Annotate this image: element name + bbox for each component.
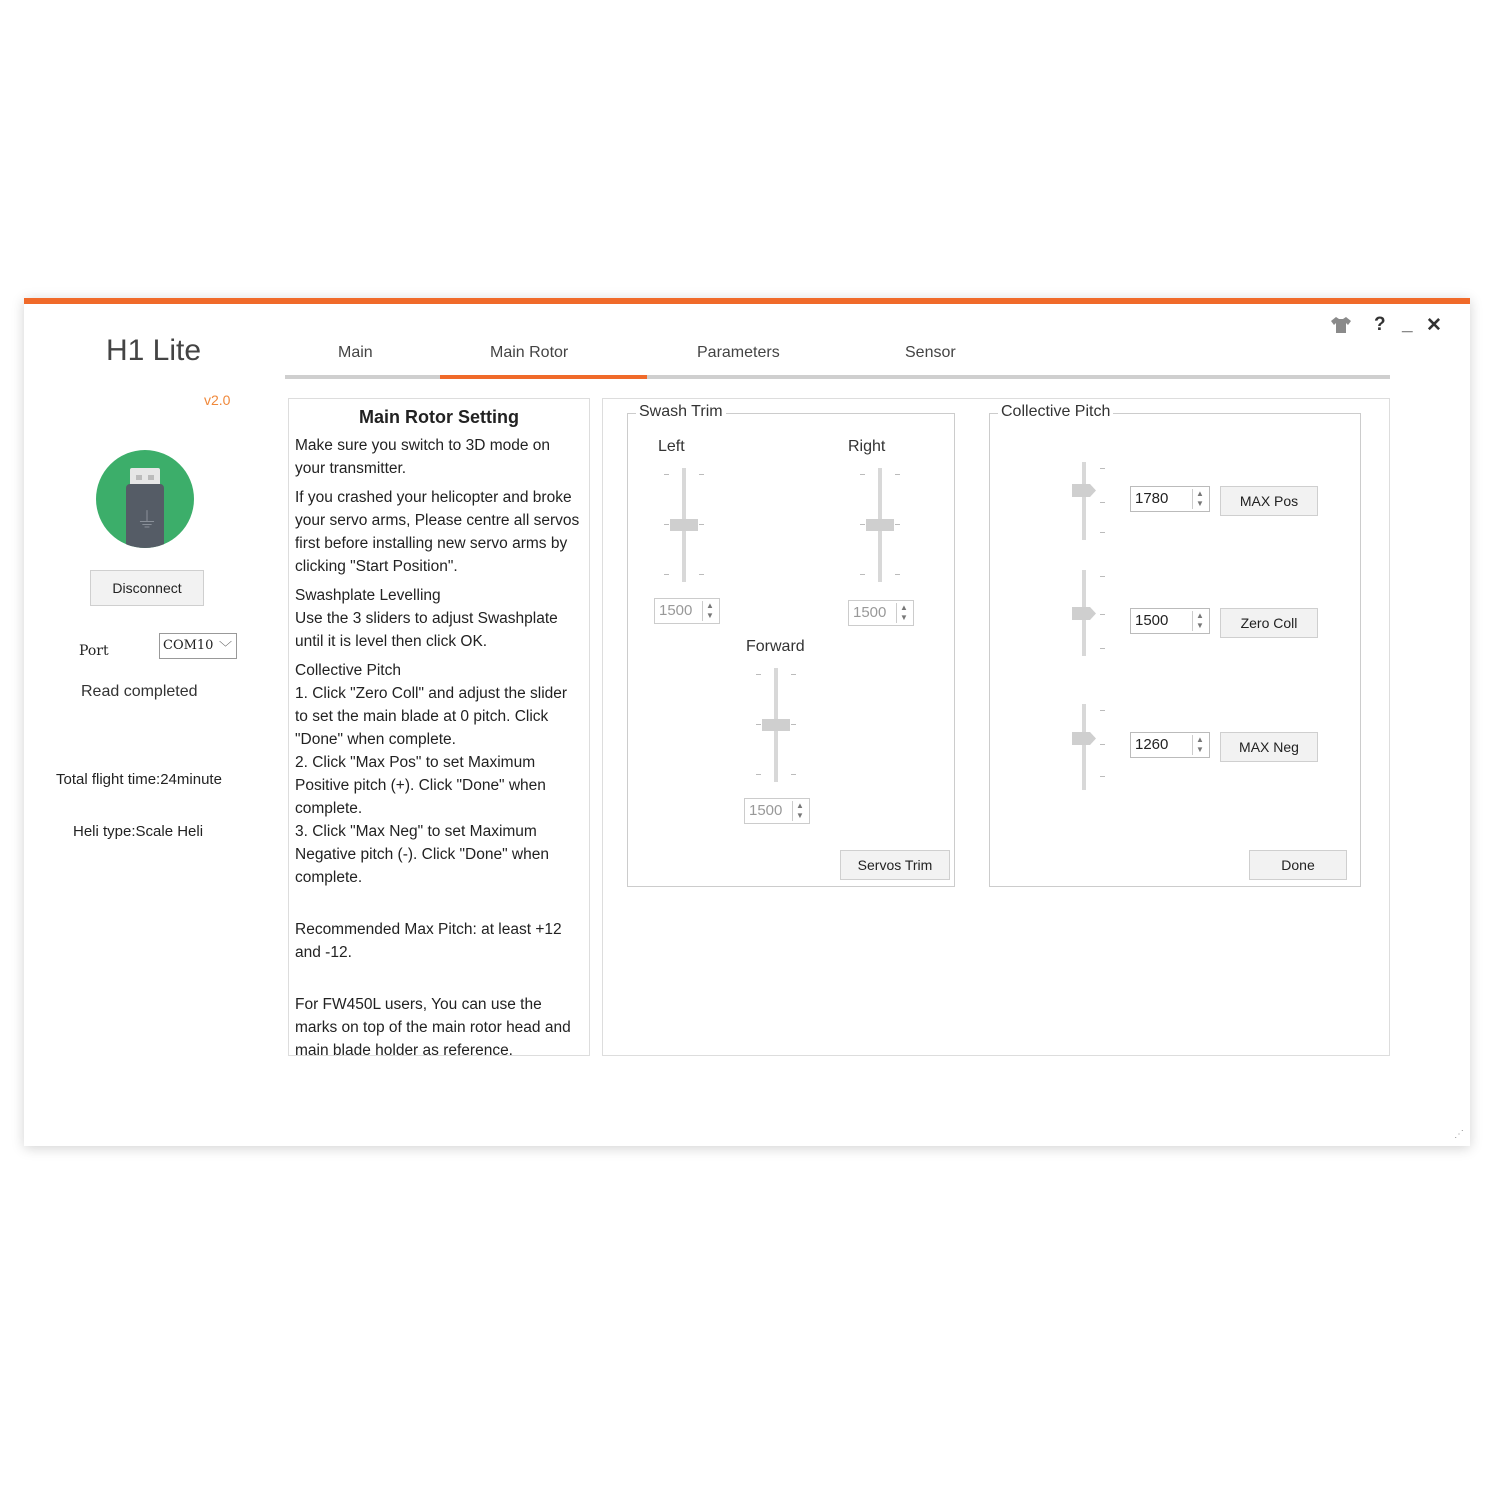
instruction-paragraph: For FW450L users, You can use the marks on top of the main rotor head and main blade holder as reference. [295, 996, 571, 1059]
port-value: COM10 [163, 638, 214, 653]
spin-arrows-icon[interactable]: ▲ ▼ [1192, 489, 1207, 509]
minimize-icon[interactable]: _ [1402, 314, 1413, 335]
zero-coll-value: 1500 [1135, 612, 1169, 629]
skin-shirt-icon[interactable] [1330, 316, 1352, 340]
left-slider[interactable] [664, 468, 704, 582]
spin-arrows-icon[interactable]: ▲ ▼ [1192, 735, 1207, 755]
instruction-paragraph: Swashplate Levelling Use the 3 sliders to adjust Swashplate until it is level then click OK. [295, 587, 558, 650]
right-trim-input[interactable] [848, 600, 914, 626]
port-select[interactable] [159, 633, 237, 659]
left-trim-value: 1500 [659, 602, 693, 619]
close-icon[interactable]: ✕ [1426, 315, 1442, 336]
spin-arrows-icon[interactable]: ▲ ▼ [702, 601, 717, 621]
max-pos-value: 1780 [1135, 490, 1169, 507]
instructions-title: Main Rotor Setting [359, 407, 519, 427]
port-label: Port [79, 643, 109, 659]
max-neg-slider[interactable] [1070, 704, 1110, 790]
forward-slider[interactable] [756, 668, 796, 782]
resize-grip-icon[interactable]: ⋰ [1454, 1129, 1464, 1140]
settings-panel [602, 398, 1390, 1056]
help-icon[interactable]: ? [1374, 314, 1386, 335]
forward-trim-input[interactable] [744, 798, 810, 824]
usb-connection-icon: ⏚ [96, 450, 194, 548]
instructions-panel [288, 398, 590, 1059]
left-label: Left [658, 438, 685, 455]
collective-pitch-title: Collective Pitch [998, 403, 1113, 421]
spin-arrows-icon[interactable]: ▲ ▼ [792, 801, 807, 821]
tab-main-rotor[interactable]: Main Rotor [490, 344, 569, 361]
tab-parameters[interactable]: Parameters [697, 344, 780, 361]
instruction-paragraph: Make sure you switch to 3D mode on your transmitter. [295, 437, 551, 477]
max-pos-input[interactable] [1130, 486, 1210, 512]
total-flight-time: Total flight time:24minute [56, 771, 222, 788]
tab-sensor[interactable]: Sensor [905, 344, 956, 361]
max-pos-slider[interactable] [1070, 462, 1110, 540]
max-neg-value: 1260 [1135, 736, 1169, 753]
tab-main[interactable]: Main [338, 344, 373, 361]
instruction-paragraph: Collective Pitch 1. Click "Zero Coll" and adjust the slider to set the main blade at 0 pitch. Click "Done" when complete. 2. Click "Max Pos" to set Maximum Positive pitch (+). Click "Done" when complete. 3. Click "Max Neg" to set Maximum Negative pitch (-). Click "Done" when complete. [295, 662, 568, 886]
forward-trim-value: 1500 [749, 802, 783, 819]
instruction-paragraph: If you crashed your helicopter and broke your servo arms, Please centre all servos first before installing new servo arms by clicking "Start Position". [295, 489, 580, 575]
swash-trim-title: Swash Trim [636, 403, 726, 421]
right-slider[interactable] [860, 468, 900, 582]
max-neg-button[interactable]: MAX Neg [1220, 732, 1318, 762]
left-trim-input[interactable] [654, 598, 720, 624]
app-window [24, 298, 1470, 1146]
spin-arrows-icon[interactable]: ▲ ▼ [896, 603, 911, 623]
done-button[interactable]: Done [1249, 850, 1347, 880]
right-label: Right [848, 438, 886, 455]
servos-trim-button[interactable]: Servos Trim [840, 850, 950, 880]
disconnect-button[interactable]: Disconnect [90, 570, 204, 606]
collective-pitch-group [989, 403, 1361, 887]
zero-coll-button[interactable]: Zero Coll [1220, 608, 1318, 638]
app-title: H1 Lite [106, 334, 202, 367]
active-tab-indicator [440, 375, 647, 379]
instruction-paragraph: Recommended Max Pitch: at least +12 and -12. [295, 921, 562, 961]
max-pos-button[interactable]: MAX Pos [1220, 486, 1318, 516]
spin-arrows-icon[interactable]: ▲ ▼ [1192, 611, 1207, 631]
connection-status: Read completed [81, 683, 198, 700]
zero-coll-input[interactable] [1130, 608, 1210, 634]
zero-coll-slider[interactable] [1070, 570, 1110, 656]
max-neg-input[interactable] [1130, 732, 1210, 758]
forward-label: Forward [746, 638, 805, 655]
version-label: v2.0 [204, 392, 231, 408]
swash-trim-group [627, 403, 955, 887]
heli-type: Heli type:Scale Heli [73, 823, 204, 840]
chevron-down-icon: ﹀ [218, 641, 232, 656]
right-trim-value: 1500 [853, 604, 887, 621]
